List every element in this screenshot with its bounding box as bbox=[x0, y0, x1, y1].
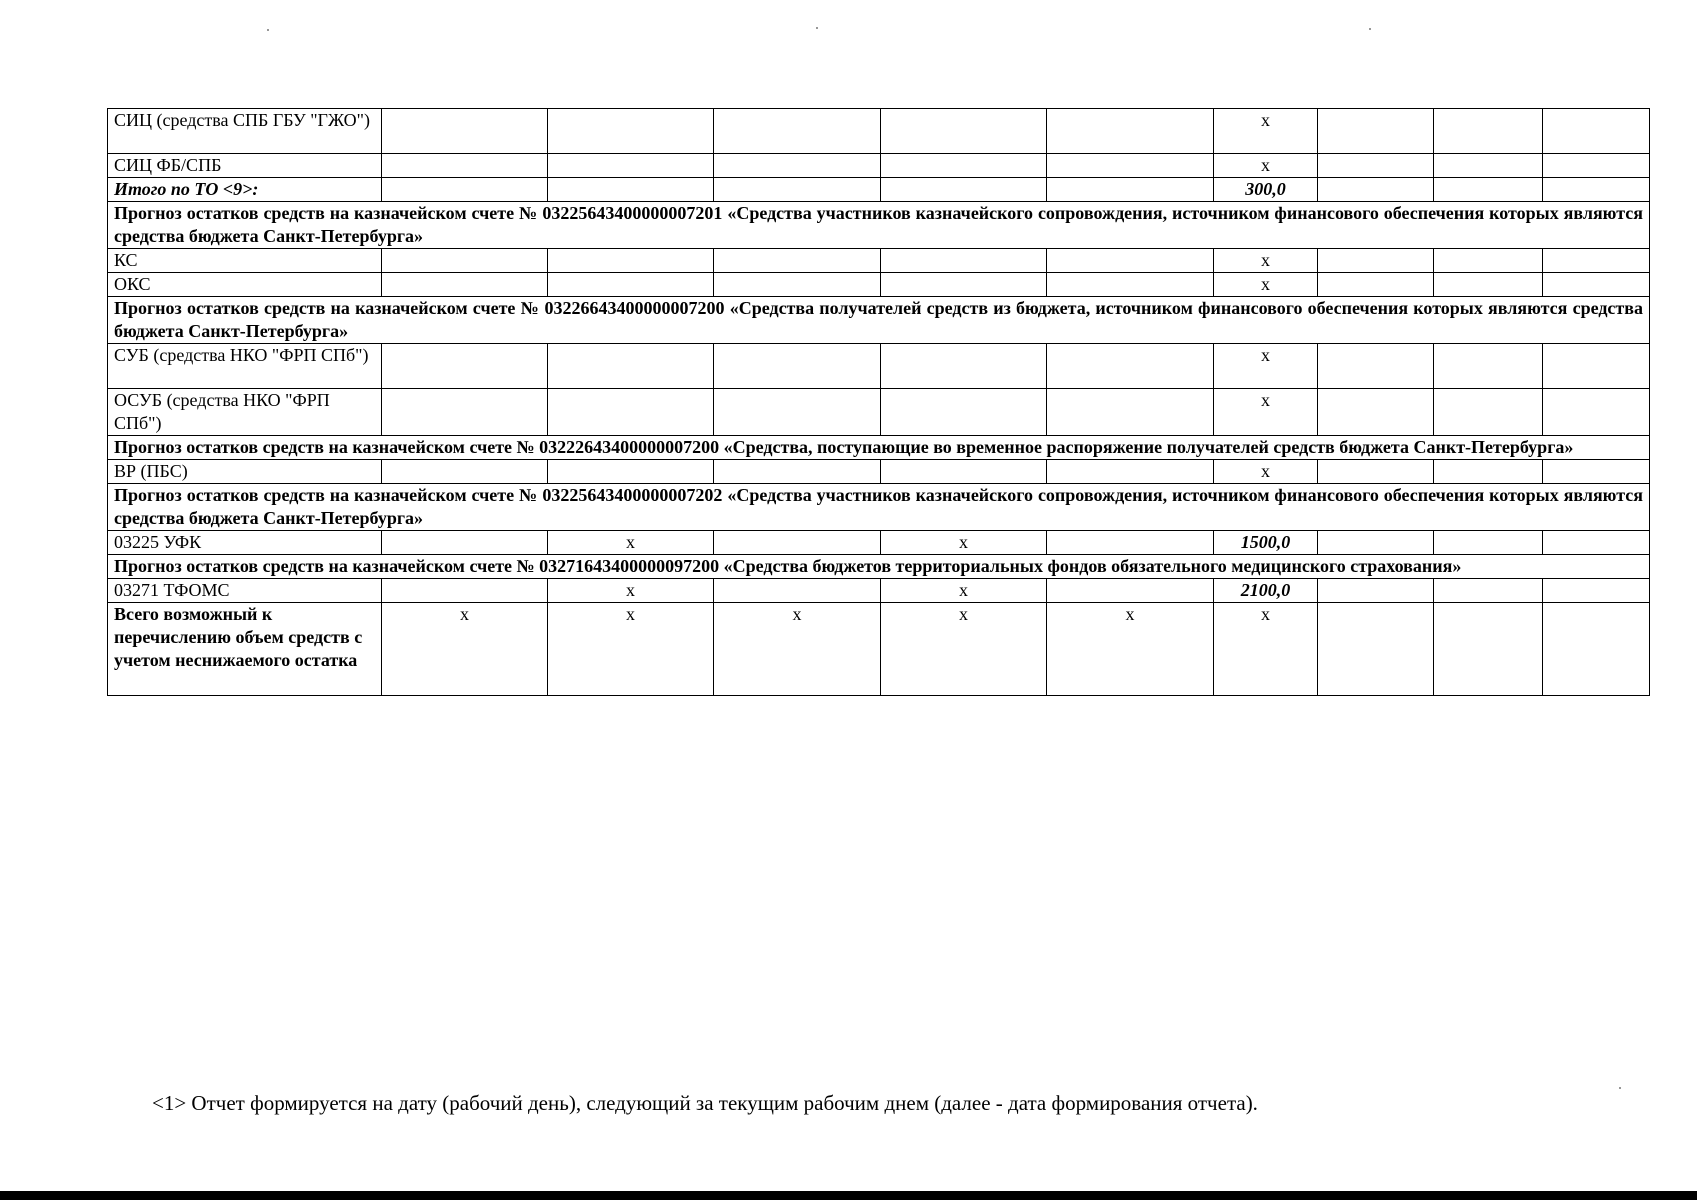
table-cell bbox=[1318, 273, 1434, 297]
table-cell bbox=[714, 249, 881, 273]
table-cell bbox=[1047, 273, 1214, 297]
table-cell bbox=[1318, 460, 1434, 484]
table-cell bbox=[1543, 109, 1650, 154]
table-cell: x bbox=[1047, 603, 1214, 696]
table-cell bbox=[1543, 273, 1650, 297]
table-cell: x bbox=[1214, 603, 1318, 696]
section-header: Прогноз остатков средств на казначейском счете № 03225643400000007202 «Средства участников казначейского сопровождения, источником финансового обеспечения которых являются средства бюджета Санкт-Петербурга» bbox=[108, 484, 1650, 531]
table-cell bbox=[714, 344, 881, 389]
table-cell: x bbox=[1214, 460, 1318, 484]
table-row bbox=[108, 603, 1650, 696]
scan-speck bbox=[267, 29, 269, 31]
table-cell bbox=[382, 154, 548, 178]
table-cell: x bbox=[714, 603, 881, 696]
table-cell bbox=[1318, 603, 1434, 696]
table-cell bbox=[714, 531, 881, 555]
section-header: Прогноз остатков средств на казначейском счете № 03226643400000007200 «Средства получателей средств из бюджета, источником финансового обеспечения которых являются средства бюджета Санкт-Петербурга» bbox=[108, 297, 1650, 344]
table-cell bbox=[1434, 344, 1543, 389]
table-cell: x bbox=[548, 531, 714, 555]
row-label: КС bbox=[108, 249, 382, 273]
table-cell: x bbox=[1214, 249, 1318, 273]
table-row bbox=[108, 344, 1650, 389]
section-header-row bbox=[108, 484, 1650, 531]
table-cell bbox=[382, 389, 548, 436]
table-cell bbox=[1318, 249, 1434, 273]
table-cell bbox=[881, 109, 1047, 154]
table-cell bbox=[548, 178, 714, 202]
table-cell bbox=[1543, 344, 1650, 389]
table-cell bbox=[1047, 154, 1214, 178]
table-cell bbox=[382, 460, 548, 484]
table-cell: x bbox=[1214, 273, 1318, 297]
table-cell bbox=[548, 154, 714, 178]
table-cell bbox=[548, 249, 714, 273]
table-cell bbox=[714, 460, 881, 484]
row-label: ОКС bbox=[108, 273, 382, 297]
table-cell bbox=[1434, 178, 1543, 202]
table-cell bbox=[881, 389, 1047, 436]
table-cell bbox=[1434, 579, 1543, 603]
table-cell bbox=[1047, 579, 1214, 603]
table-cell bbox=[1434, 109, 1543, 154]
table-cell: x bbox=[548, 579, 714, 603]
row-label: Всего возможный к перечислению объем средств с учетом неснижаемого остатка bbox=[108, 603, 382, 696]
table-cell bbox=[1318, 579, 1434, 603]
table-cell bbox=[548, 389, 714, 436]
table-cell bbox=[382, 249, 548, 273]
row-label: СИЦ (средства СПБ ГБУ "ГЖО") bbox=[108, 109, 382, 154]
table-cell bbox=[881, 273, 1047, 297]
table-row bbox=[108, 178, 1650, 202]
table-cell bbox=[548, 460, 714, 484]
table-cell bbox=[1047, 344, 1214, 389]
scan-bottom-edge bbox=[0, 1191, 1697, 1200]
table-cell bbox=[548, 344, 714, 389]
row-label: 03271 ТФОМС bbox=[108, 579, 382, 603]
table-cell bbox=[1543, 154, 1650, 178]
table-cell bbox=[881, 178, 1047, 202]
table-cell bbox=[382, 178, 548, 202]
table-body bbox=[108, 109, 1650, 696]
section-header-row bbox=[108, 436, 1650, 460]
table-cell bbox=[1047, 249, 1214, 273]
table-cell bbox=[1318, 154, 1434, 178]
table-cell bbox=[1434, 531, 1543, 555]
table-cell bbox=[1434, 389, 1543, 436]
table-cell bbox=[881, 154, 1047, 178]
table-cell bbox=[1543, 531, 1650, 555]
table-cell: x bbox=[1214, 344, 1318, 389]
table-row bbox=[108, 249, 1650, 273]
table-row bbox=[108, 273, 1650, 297]
table-cell bbox=[1318, 389, 1434, 436]
row-label: СУБ (средства НКО "ФРП СПб") bbox=[108, 344, 382, 389]
table-cell: x bbox=[1214, 389, 1318, 436]
table-row bbox=[108, 389, 1650, 436]
table-cell bbox=[1434, 603, 1543, 696]
table-cell bbox=[1543, 579, 1650, 603]
table-cell bbox=[382, 344, 548, 389]
table-cell bbox=[1543, 389, 1650, 436]
row-label: СИЦ ФБ/СПБ bbox=[108, 154, 382, 178]
table-cell bbox=[1543, 460, 1650, 484]
table-row bbox=[108, 531, 1650, 555]
footnote: <1> Отчет формируется на дату (рабочий день), следующий за текущим рабочим днем (далее - дата формирования отчета). bbox=[152, 1091, 1258, 1115]
table-cell bbox=[714, 178, 881, 202]
table-cell bbox=[1047, 389, 1214, 436]
table-cell bbox=[1047, 109, 1214, 154]
table-cell bbox=[714, 389, 881, 436]
table-cell bbox=[881, 344, 1047, 389]
table-cell bbox=[1047, 460, 1214, 484]
table-cell: 2100,0 bbox=[1214, 579, 1318, 603]
table-cell bbox=[881, 460, 1047, 484]
table-cell bbox=[548, 273, 714, 297]
table-cell bbox=[548, 109, 714, 154]
table-cell: x bbox=[1214, 109, 1318, 154]
table-cell bbox=[1543, 603, 1650, 696]
section-header-row bbox=[108, 297, 1650, 344]
table-cell: 1500,0 bbox=[1214, 531, 1318, 555]
table-cell bbox=[1318, 531, 1434, 555]
table-cell bbox=[1434, 460, 1543, 484]
table-cell: x bbox=[548, 603, 714, 696]
table-cell bbox=[382, 531, 548, 555]
table-cell bbox=[382, 579, 548, 603]
row-label: Итого по ТО <9>: bbox=[108, 178, 382, 202]
row-label: ВР (ПБС) bbox=[108, 460, 382, 484]
table-cell bbox=[1318, 178, 1434, 202]
row-label: 03225 УФК bbox=[108, 531, 382, 555]
section-header-row bbox=[108, 555, 1650, 579]
table-cell bbox=[881, 249, 1047, 273]
section-header: Прогноз остатков средств на казначейском счете № 03271643400000097200 «Средства бюджетов территориальных фондов обязательного медицинского страхования» bbox=[108, 555, 1650, 579]
table-cell bbox=[1047, 178, 1214, 202]
table-cell bbox=[714, 109, 881, 154]
table-cell bbox=[382, 273, 548, 297]
scan-speck bbox=[1619, 1087, 1621, 1089]
table-cell bbox=[714, 273, 881, 297]
table-cell bbox=[1318, 109, 1434, 154]
table-cell bbox=[1434, 154, 1543, 178]
section-header: Прогноз остатков средств на казначейском счете № 03222643400000007200 «Средства, поступающие во временное распоряжение получателей средств бюджета Санкт-Петербурга» bbox=[108, 436, 1650, 460]
table-cell bbox=[382, 109, 548, 154]
table-row bbox=[108, 460, 1650, 484]
table-cell: x bbox=[382, 603, 548, 696]
table-cell bbox=[714, 579, 881, 603]
table-cell bbox=[1543, 249, 1650, 273]
table-cell: 300,0 bbox=[1214, 178, 1318, 202]
table-cell bbox=[1047, 531, 1214, 555]
table-row bbox=[108, 579, 1650, 603]
scan-speck bbox=[1369, 28, 1371, 30]
table-row bbox=[108, 154, 1650, 178]
section-header: Прогноз остатков средств на казначейском счете № 03225643400000007201 «Средства участников казначейского сопровождения, источником финансового обеспечения которых являются средства бюджета Санкт-Петербурга» bbox=[108, 202, 1650, 249]
table-cell: x bbox=[1214, 154, 1318, 178]
scan-speck bbox=[816, 27, 818, 29]
table-cell bbox=[1318, 344, 1434, 389]
forecast-table bbox=[107, 108, 1650, 696]
table-cell bbox=[1434, 273, 1543, 297]
table-cell bbox=[714, 154, 881, 178]
row-label: ОСУБ (средства НКО "ФРП СПб") bbox=[108, 389, 382, 436]
table-cell: x bbox=[881, 531, 1047, 555]
table-row bbox=[108, 109, 1650, 154]
table-cell: x bbox=[881, 603, 1047, 696]
table-cell bbox=[1434, 249, 1543, 273]
table-cell: x bbox=[881, 579, 1047, 603]
section-header-row bbox=[108, 202, 1650, 249]
table-cell bbox=[1543, 178, 1650, 202]
